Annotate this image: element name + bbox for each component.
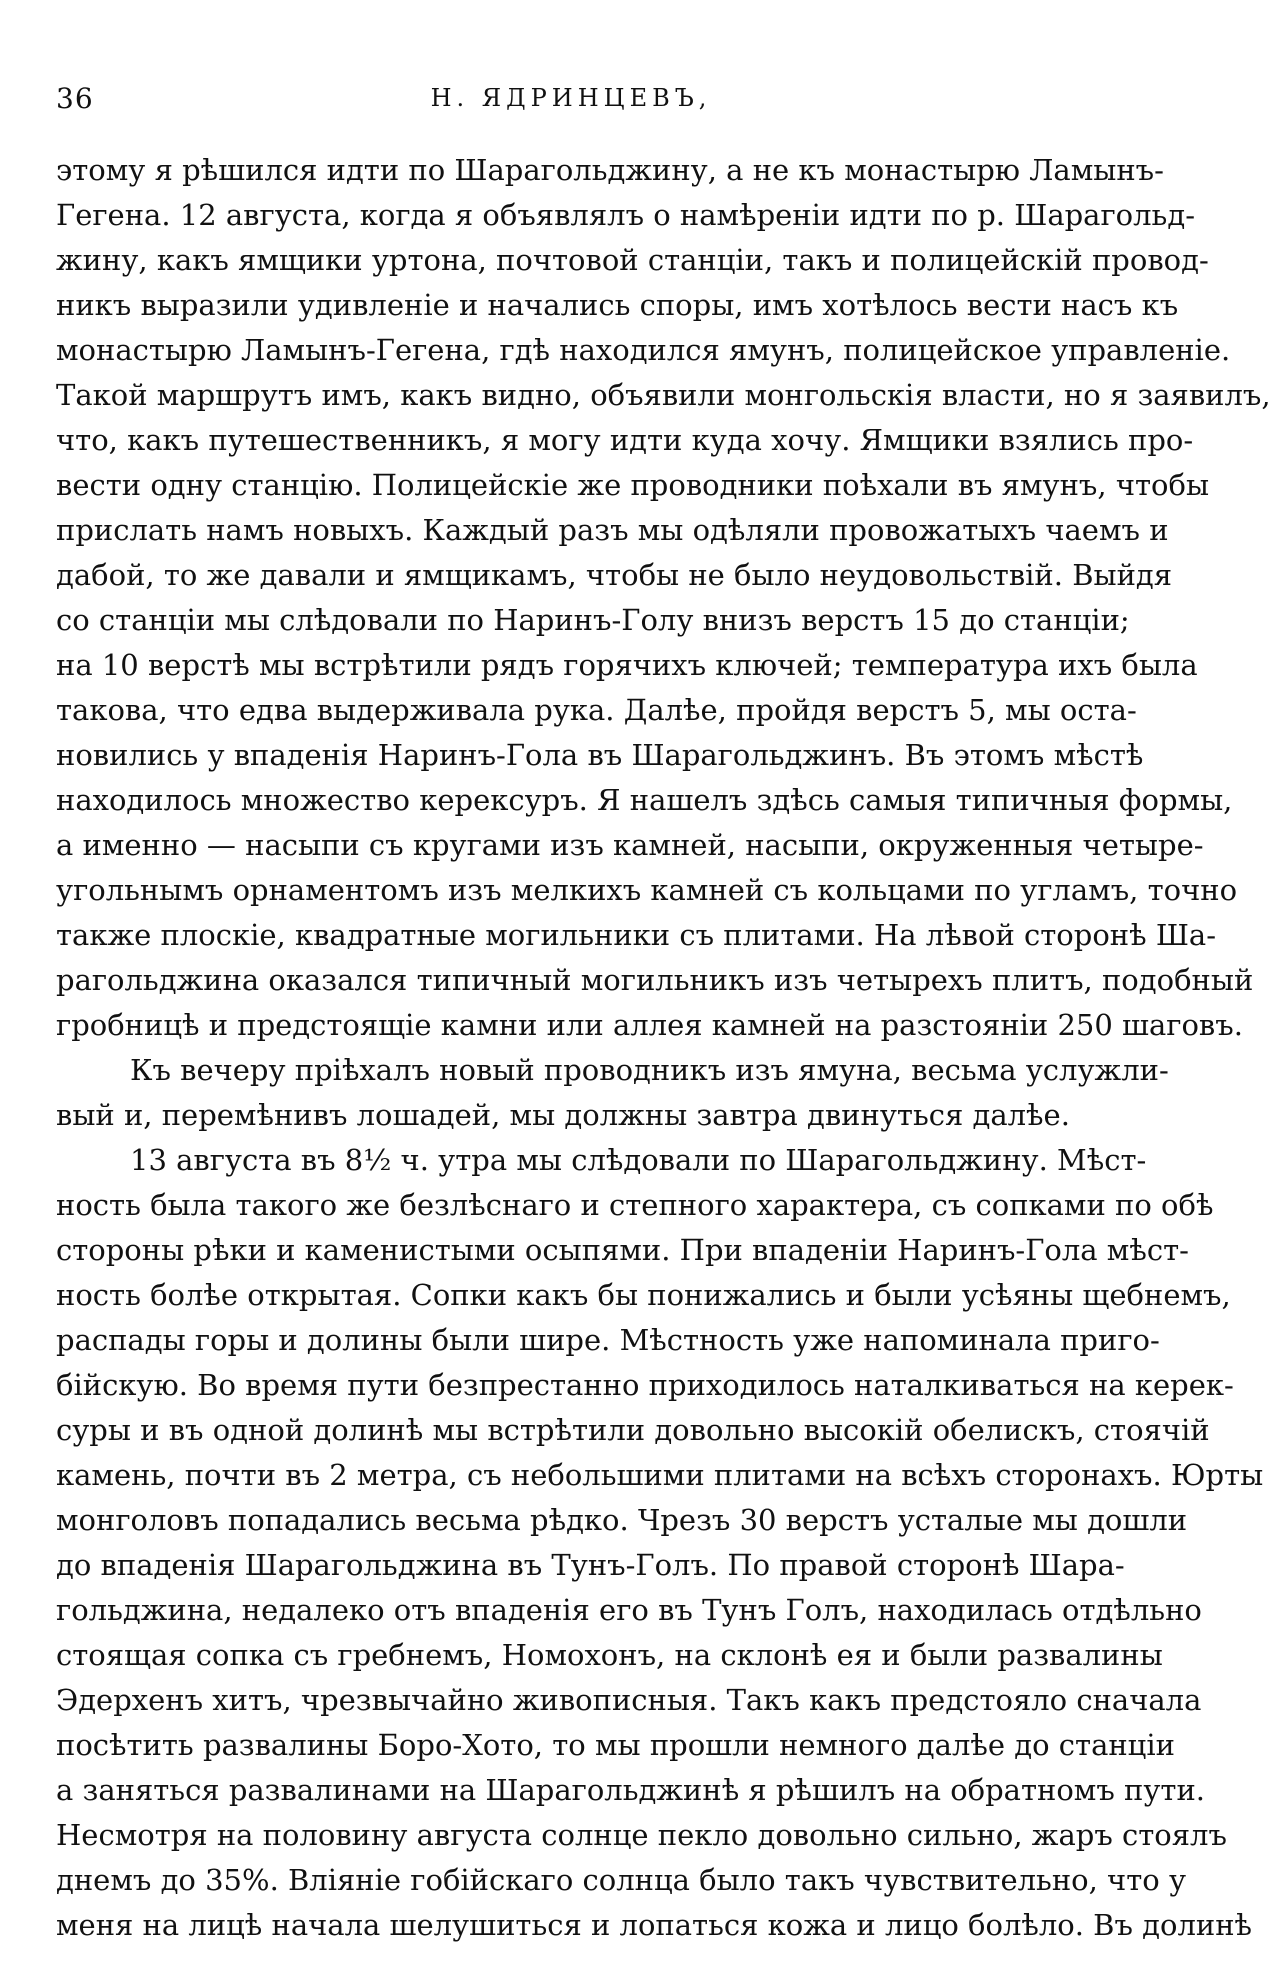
text-line: никъ выразили удивленіе и начались споры, имъ хотѣлось вести насъ къ <box>56 288 1179 322</box>
text-line: а именно — насыпи съ кругами изъ камней, насыпи, окруженныя четыре- <box>56 828 1204 862</box>
text-line: дабой, то же давали и ямщикамъ, чтобы не было неудовольствій. Выйдя <box>56 558 1173 592</box>
text-line: меня на лицѣ начала шелушиться и лопаться кожа и лицо болѣло. Въ долинѣ <box>56 1908 1253 1942</box>
text-line: бійскую. Во время пути безпрестанно приходилось наталкиваться на керек- <box>56 1368 1234 1402</box>
text-line: 13 августа въ 8½ ч. утра мы слѣдовали по Шарагольджину. Мѣст- <box>130 1143 1147 1177</box>
text-line: Такой маршрутъ имъ, какъ видно, объявили монгольскія власти, но я заявилъ, <box>56 378 1271 412</box>
paragraph <box>56 1138 1264 1948</box>
text-line: днемъ до 35%. Вліяніе гобійскаго солнца было такъ чувствительно, что у <box>56 1863 1187 1897</box>
text-line: стоящая сопка съ гребнемъ, Номохонъ, на склонѣ ея и были развалины <box>56 1638 1163 1672</box>
text-line: Гегена. 12 августа, когда я объявлялъ о намѣреніи идти по р. Шарагольд- <box>56 198 1195 232</box>
text-line: стороны рѣки и каменистыми осыпями. При впаденіи Наринъ-Гола мѣст- <box>56 1233 1189 1267</box>
text-line: монастырю Ламынъ-Гегена, гдѣ находился ямунъ, полицейское управленіе. <box>56 333 1231 367</box>
text-line: ность болѣе открытая. Сопки какъ бы понижались и были усѣяны щебнемъ, <box>56 1278 1231 1312</box>
text-line: гробницѣ и предстоящіе камни или аллея камней на разстояніи 250 шаговъ. <box>56 1008 1243 1042</box>
text-line: находилось множество керексуръ. Я нашелъ здѣсь самыя типичныя формы, <box>56 783 1233 817</box>
text-line: новились у впаденія Наринъ-Гола въ Шарагольджинъ. Въ этомъ мѣстѣ <box>56 738 1144 772</box>
text-line: гольджина, недалеко отъ впаденія его въ Тунъ Голъ, находилась отдѣльно <box>56 1593 1202 1627</box>
page-number: 36 <box>56 82 94 115</box>
text-line: монголовъ попадались весьма рѣдко. Чрезъ 30 верстъ усталые мы дошли <box>56 1503 1188 1537</box>
text-line: вый и, перемѣнивъ лошадей, мы должны завтра двинуться далѣе. <box>56 1098 1070 1132</box>
text-line: Несмотря на половину августа солнце пекло довольно сильно, жаръ стоялъ <box>56 1818 1227 1852</box>
text-line: камень, почти въ 2 метра, съ небольшими плитами на всѣхъ сторонахъ. Юрты <box>56 1458 1264 1492</box>
text-line: Къ вечеру пріѣхалъ новый проводникъ изъ ямуна, весьма услужли- <box>130 1053 1169 1087</box>
page-header <box>56 82 1086 126</box>
text-line: посѣтить развалины Боро-Хото, то мы прошли немного далѣе до станціи <box>56 1728 1175 1762</box>
text-line: Эдерхенъ хитъ, чрезвычайно живописныя. Такъ какъ предстояло сначала <box>56 1683 1202 1717</box>
text-line: со станціи мы слѣдовали по Наринъ-Голу внизъ верстъ 15 до станціи; <box>56 603 1130 637</box>
text-line: угольнымъ орнаментомъ изъ мелкихъ камней съ кольцами по угламъ, точно <box>56 873 1238 907</box>
text-line: что, какъ путешественникъ, я могу идти куда хочу. Ямщики взялись про- <box>56 423 1194 457</box>
text-line: рагольджина оказался типичный могильникъ изъ четырехъ плитъ, подобный <box>56 963 1254 997</box>
text-line: также плоскіе, квадратные могильники съ плитами. На лѣвой сторонѣ Ша- <box>56 918 1216 952</box>
text-line: жину, какъ ямщики уртона, почтовой станціи, такъ и полицейскій провод- <box>56 243 1209 277</box>
text-line: этому я рѣшился идти по Шарагольджину, а не къ монастырю Ламынъ- <box>56 153 1164 187</box>
running-head: Н. ЯДРИНЦЕВЪ, <box>430 84 712 112</box>
text-line: суры и въ одной долинѣ мы встрѣтили довольно высокій обелискъ, стоячій <box>56 1413 1210 1447</box>
text-line: такова, что едва выдерживала рука. Далѣе, пройдя верстъ 5, мы оста- <box>56 693 1137 727</box>
paragraph <box>56 148 1271 1048</box>
text-line: а заняться развалинами на Шарагольджинѣ я рѣшилъ на обратномъ пути. <box>56 1773 1206 1807</box>
text-line: ность была такого же безлѣснаго и степного характера, съ сопками по обѣ <box>56 1188 1214 1222</box>
body-text <box>56 148 1271 1948</box>
text-line: на 10 верстѣ мы встрѣтили рядъ горячихъ ключей; температура ихъ была <box>56 648 1198 682</box>
text-line: распады горы и долины были шире. Мѣстность уже напоминала приго- <box>56 1323 1160 1357</box>
text-line: прислать намъ новыхъ. Каждый разъ мы одѣляли провожатыхъ чаемъ и <box>56 513 1169 547</box>
paragraph <box>56 1048 1169 1138</box>
text-line: вести одну станцію. Полицейскіе же проводники поѣхали въ ямунъ, чтобы <box>56 468 1210 502</box>
text-line: до впаденія Шарагольджина въ Тунъ-Голъ. По правой сторонѣ Шара- <box>56 1548 1125 1582</box>
